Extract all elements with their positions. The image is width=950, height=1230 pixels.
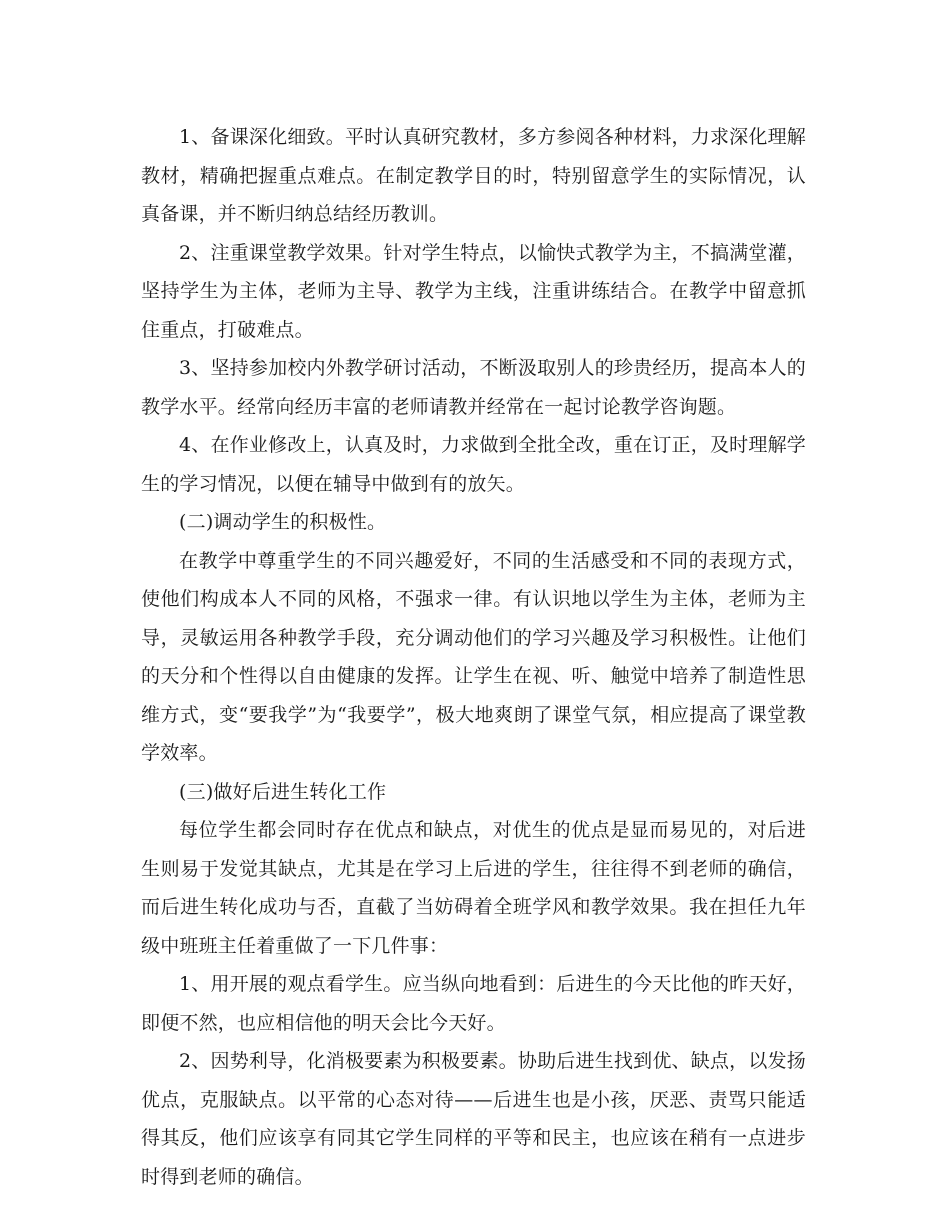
paragraph-teaching-research: 3、坚持参加校内外教学研讨活动，不断汲取别人的珍贵经历，提高本人的教学水平。经常向经历丰富的老师请教并经常在一起讨论教学咨询题。 — [141, 357, 806, 418]
paragraph-homework-correction: 4、在作业修改上，认真及时，力求做到全批全改，重在订正，及时理解学生的学习情况，以便在辅导中做到有的放矢。 — [141, 434, 806, 495]
section-heading-struggling-students: (三)做好后进生转化工作 — [179, 780, 387, 803]
paragraph-student-motivation: 在教学中尊重学生的不同兴趣爱好，不同的生活感受和不同的表现方式，使他们构成本人不同的风格，不强求一律。有认识地以学生为主体，老师为主导，灵敏运用各种教学手段，充分调动他们的学习兴趣及学习积极性。让他们的天分和个性得以自由健康的发挥。让学生在视、听、触觉中培养了制造性思维方式，变“要我学”为“我要学”，极大地爽朗了课堂气氛，相应提高了课堂教学效率。 — [141, 549, 806, 764]
document-body — [141, 118, 806, 1196]
paragraph-classroom-effect: 2、注重课堂教学效果。针对学生特点，以愉快式教学为主，不搞满堂灌，坚持学生为主体，老师为主导、教学为主线，注重讲练结合。在教学中留意抓住重点，打破难点。 — [141, 241, 806, 341]
paragraph-development-view: 1、用开展的观点看学生。应当纵向地看到：后进生的今天比他的昨天好，即便不然，也应相信他的明天会比今天好。 — [141, 973, 806, 1034]
paragraph-positive-guidance: 2、因势利导，化消极要素为积极要素。协助后进生找到优、缺点，以发扬优点，克服缺点。以平常的心态对待——后进生也是小孩，厌恶、责骂只能适得其反，他们应该享有同其它学生同样的平等和民主，也应该在稍有一点进步时得到老师的确信。 — [141, 1050, 806, 1188]
section-heading-student-motivation: (二)调动学生的积极性。 — [179, 511, 387, 533]
paragraph-lesson-preparation: 1、备课深化细致。平时认真研究教材，多方参阅各种材料，力求深化理解教材，精确把握重点难点。在制定教学目的时，特别留意学生的实际情况，认真备课，并不断归纳总结经历教训。 — [141, 126, 806, 225]
paragraph-struggling-students-intro: 每位学生都会同时存在优点和缺点，对优生的优点是显而易见的，对后进生则易于发觉其缺点，尤其是在学习上后进的学生，往往得不到老师的确信，而后进生转化成功与否，直截了当妨碍着全班学风和教学效果。我在担任九年级中班班主任着重做了一下几件事： — [141, 819, 806, 957]
